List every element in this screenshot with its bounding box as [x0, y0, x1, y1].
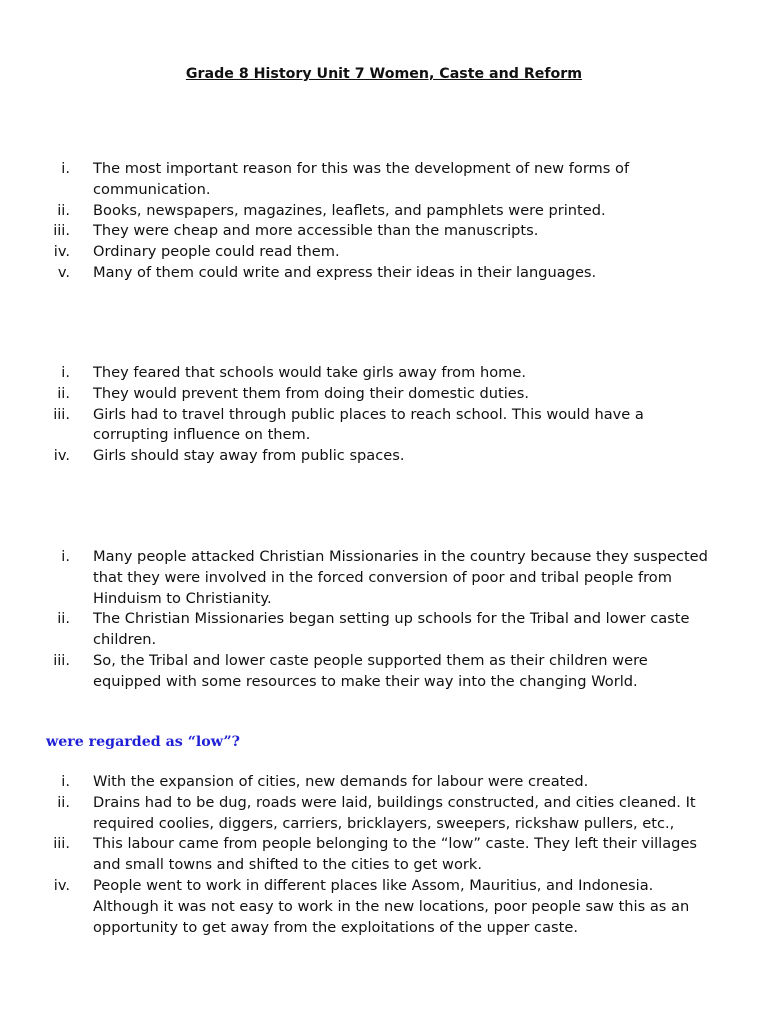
list-text: They were cheap and more accessible than the manuscripts.	[93, 222, 539, 240]
list-number: i.	[61, 548, 70, 565]
list-number: iii.	[53, 405, 70, 423]
list-text: Girls had to travel through public places to reach school. This would have a corrupting influence on them.	[93, 405, 644, 444]
list-number: iv.	[53, 243, 70, 261]
list-text: People went to work in different places like Assom, Mauritius, and Indonesia. Although it was not easy to work in the new locations, poor people saw this as an opportunity to get away from the exploitations of the upper caste.	[93, 876, 690, 936]
list-text: Books, newspapers, magazines, leaflets, and pamphlets were printed.	[93, 201, 606, 219]
list-item	[0, 834, 768, 876]
answer-list-3	[0, 547, 768, 693]
list-number: ii.	[57, 793, 70, 811]
list-item	[0, 772, 768, 793]
page-title: Grade 8 History Unit 7 Women, Caste and Reform	[185, 66, 583, 82]
list-number: iv.	[53, 876, 70, 894]
list-text: Many of them could write and express their ideas in their languages.	[93, 263, 597, 281]
list-text: They feared that schools would take girls away from home.	[93, 364, 526, 381]
list-text: Ordinary people could read them.	[93, 243, 340, 261]
list-number: ii.	[57, 384, 70, 402]
list-item	[0, 363, 768, 384]
answer-list-4	[0, 772, 768, 938]
list-item	[0, 221, 768, 242]
list-text: This labour came from people belonging to the “low” caste. They left their villages and small towns and shifted to the cities to get work.	[93, 835, 698, 874]
list-item	[0, 384, 768, 405]
list-item	[0, 201, 768, 222]
list-item	[0, 547, 768, 609]
list-text: Many people attacked Christian Missionaries in the country because they suspected that they were involved in the forced conversion of poor and tribal people from Hinduism to Christianity.	[93, 548, 708, 607]
question-heading: were regarded as “low”?	[46, 734, 240, 750]
list-item	[0, 159, 768, 201]
list-item	[0, 446, 768, 467]
list-number: iii.	[53, 835, 70, 853]
list-number: v.	[57, 263, 70, 281]
list-text: Drains had to be dug, roads were laid, buildings constructed, and cities cleaned. It required coolies, diggers, carriers, bricklayers, sweepers, rickshaw pullers, etc.,	[93, 793, 696, 832]
answer-list-2	[0, 363, 768, 467]
list-item	[0, 242, 768, 263]
list-item	[0, 609, 768, 651]
answer-list-1	[0, 159, 768, 284]
list-number: i.	[61, 160, 70, 177]
list-number: iii.	[53, 222, 70, 240]
list-number: ii.	[57, 201, 70, 219]
list-item	[0, 876, 768, 938]
list-text: They would prevent them from doing their domestic duties.	[93, 384, 530, 402]
list-item	[0, 651, 768, 693]
list-item	[0, 793, 768, 835]
list-text: So, the Tribal and lower caste people supported them as their children were equipped with some resources to make their way into the changing World.	[93, 651, 648, 690]
list-number: iii.	[53, 651, 70, 669]
list-item	[0, 263, 768, 284]
list-number: i.	[61, 364, 70, 381]
list-text: Girls should stay away from public spaces.	[93, 447, 405, 465]
list-text: With the expansion of cities, new demands for labour were created.	[93, 773, 589, 790]
list-item	[0, 405, 768, 447]
list-number: ii.	[57, 610, 70, 628]
list-number: iv.	[53, 447, 70, 465]
list-text: The Christian Missionaries began setting up schools for the Tribal and lower caste children.	[93, 610, 690, 649]
list-text: The most important reason for this was the development of new forms of communication.	[93, 160, 630, 198]
list-number: i.	[61, 773, 70, 790]
